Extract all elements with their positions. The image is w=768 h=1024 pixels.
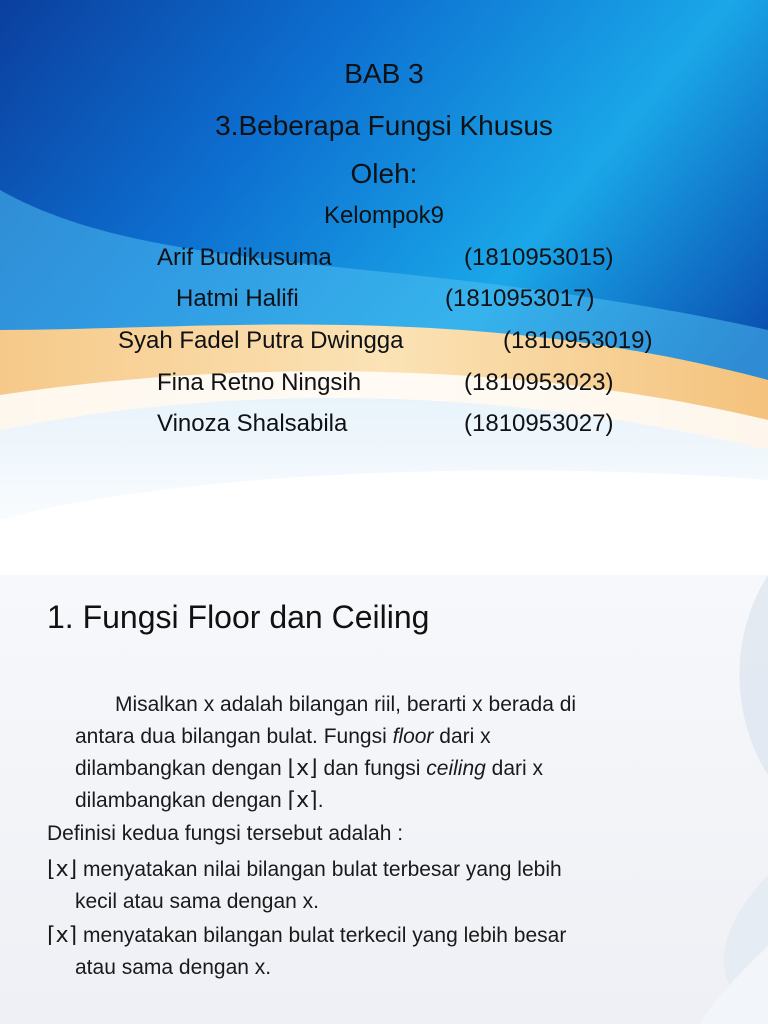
member-row <box>0 371 768 401</box>
text-run: dan fungsi <box>317 757 427 780</box>
member-row <box>0 287 768 317</box>
italic-term-floor: floor <box>392 725 434 748</box>
text-run: menyatakan bilangan bulat terkecil yang lebih besar <box>77 924 567 947</box>
member-id: (1810953023) <box>464 369 614 396</box>
member-row <box>0 246 768 276</box>
text-run: antara dua bilangan bulat. Fungsi <box>75 725 393 748</box>
member-name: Fina Retno Ningsih <box>157 369 362 396</box>
definition-intro <box>47 818 403 850</box>
slide-divider <box>0 563 768 575</box>
paragraph-1 <box>75 689 576 817</box>
by-label: Oleh: <box>350 158 418 189</box>
group-name: Kelompok9 <box>323 202 445 229</box>
section-heading: 1. Fungsi Floor dan Ceiling <box>47 599 430 635</box>
member-id: (1810953027) <box>464 410 614 437</box>
chapter-label: BAB 3 <box>344 58 424 89</box>
definition-line: kecil atau sama dengan x. <box>75 890 319 913</box>
definition-line <box>47 854 562 886</box>
member-row <box>0 329 768 359</box>
ceiling-definition <box>47 920 566 984</box>
ceiling-symbol: ⌈x⌉ <box>287 788 318 813</box>
member-name: Vinoza Shalsabila <box>157 410 348 437</box>
member-id: (1810953015) <box>464 244 614 271</box>
floor-definition <box>47 854 562 918</box>
paragraph-line <box>75 785 576 817</box>
member-name: Syah Fadel Putra Dwingga <box>118 327 404 354</box>
floor-symbol: ⌊x⌋ <box>47 857 78 882</box>
definition-line <box>47 920 566 952</box>
paragraph-line <box>75 753 576 785</box>
floor-symbol: ⌊x⌋ <box>287 756 318 781</box>
ceiling-symbol: ⌈x⌉ <box>47 923 78 948</box>
italic-term-ceiling: ceiling <box>426 757 486 780</box>
text-run: dilambangkan dengan <box>75 757 288 780</box>
text-run: dari x <box>485 757 544 780</box>
definition-intro-text: Definisi kedua fungsi tersebut adalah : <box>47 822 404 845</box>
paragraph-line <box>75 721 576 753</box>
slide-title: 3.Beberapa Fungsi Khusus <box>215 110 553 141</box>
member-name: Hatmi Halifi <box>176 285 299 312</box>
paragraph-line: Misalkan x adalah bilangan riil, berarti x berada di <box>115 693 577 716</box>
member-id: (1810953019) <box>503 327 653 354</box>
member-id: (1810953017) <box>445 285 595 312</box>
text-run: . <box>317 789 324 812</box>
text-run: dilambangkan dengan <box>75 789 288 812</box>
member-name: Arif Budikusuma <box>157 244 332 271</box>
definition-line: atau sama dengan x. <box>75 956 272 979</box>
member-row <box>0 412 768 442</box>
text-run: menyatakan nilai bilangan bulat terbesar yang lebih <box>77 858 562 881</box>
text-run: dari x <box>433 725 491 748</box>
